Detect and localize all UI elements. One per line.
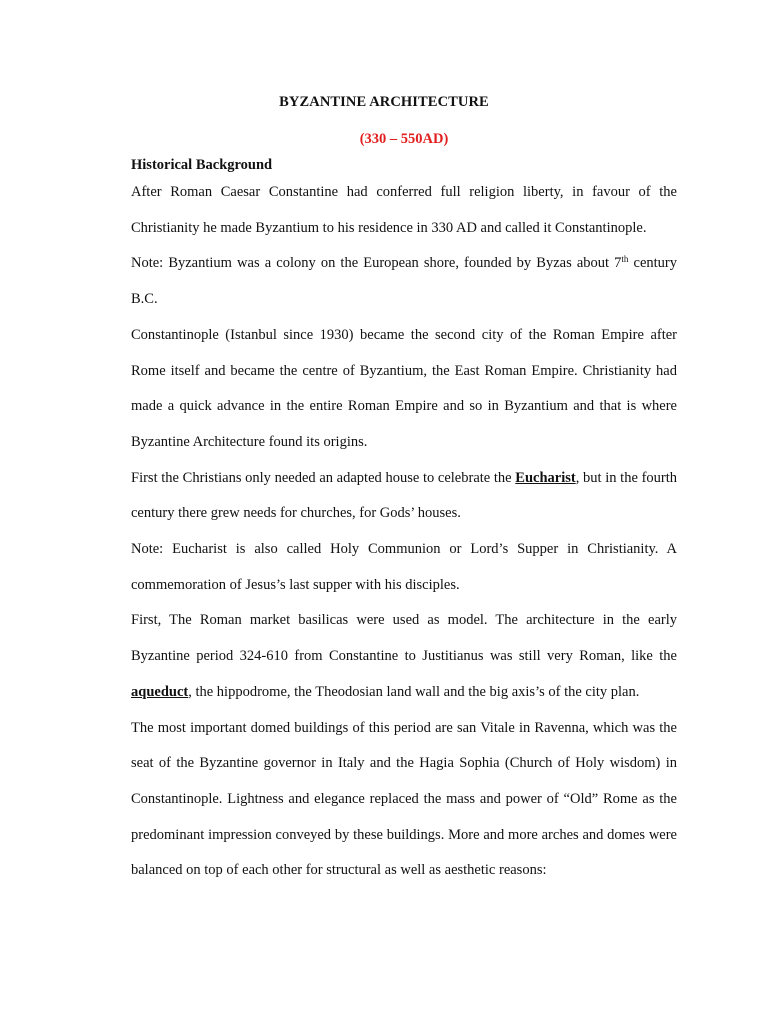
paragraph-eucharist-note: Note: Eucharist is also called Holy Communion or Lord’s Supper in Christianity. A commemoration of Jesus’s last supper with his disciples. bbox=[131, 541, 677, 593]
document-title: BYZANTINE ARCHITECTURE bbox=[279, 94, 489, 110]
note-text-end: century B.C. bbox=[131, 255, 677, 308]
keyword-aqueduct: aqueduct bbox=[131, 683, 189, 700]
paragraph-text: First the Christians only needed an adapted house to celebrate the bbox=[131, 469, 516, 486]
paragraph-basilicas bbox=[131, 603, 677, 710]
section-heading: Historical Background bbox=[131, 157, 273, 173]
note-text: Note: Byzantium was a colony on the European shore, founded by Byzas about 7 bbox=[131, 255, 622, 272]
paragraph-constantinople: Constantinople (Istanbul since 1930) became the second city of the Roman Empire after Rome itself and became the centre of Byzantium, the East Roman Empire. Christianity had made a quick advance in the entire Roman Empire and so in Byzantium and that is where Byzantine Architecture found its origins. bbox=[131, 326, 677, 450]
ordinal-superscript: th bbox=[621, 254, 629, 265]
keyword-eucharist: Eucharist bbox=[515, 469, 576, 486]
document-body bbox=[131, 175, 677, 889]
paragraph-constantine: After Roman Caesar Constantine had conferred full religion liberty, in favour of the Christianity he made Byzantium to his residence in 330 AD and called it Constantinople. bbox=[131, 184, 677, 236]
paragraph-text-end: , but in the fourth century there grew needs for churches, for Gods’ houses. bbox=[131, 469, 678, 522]
paragraph-domed-buildings: The most important domed buildings of this period are san Vitale in Ravenna, which was the seat of the Byzantine governor in Italy and the Hagia Sophia (Church of Holy wisdom) in Constantinople. Lightness and elegance replaced the mass and power of “Old” Rome as the predominant impression conveyed by these buildings. More and more arches and domes were balanced on top of each other for structural as well as aesthetic reasons: bbox=[131, 719, 677, 879]
paragraph-text: First, The Roman market basilicas were used as model. The architecture in the early Byzantine period 324-610 from Constantine to Justitianus was still very Roman, like the bbox=[131, 612, 677, 665]
paragraph-text-end: , the hippodrome, the Theodosian land wall and the big axis’s of the city plan. bbox=[188, 683, 640, 700]
period-subtitle: (330 – 550AD) bbox=[359, 131, 449, 147]
paragraph-byzantium-note bbox=[131, 246, 677, 317]
paragraph-christians bbox=[131, 461, 677, 532]
